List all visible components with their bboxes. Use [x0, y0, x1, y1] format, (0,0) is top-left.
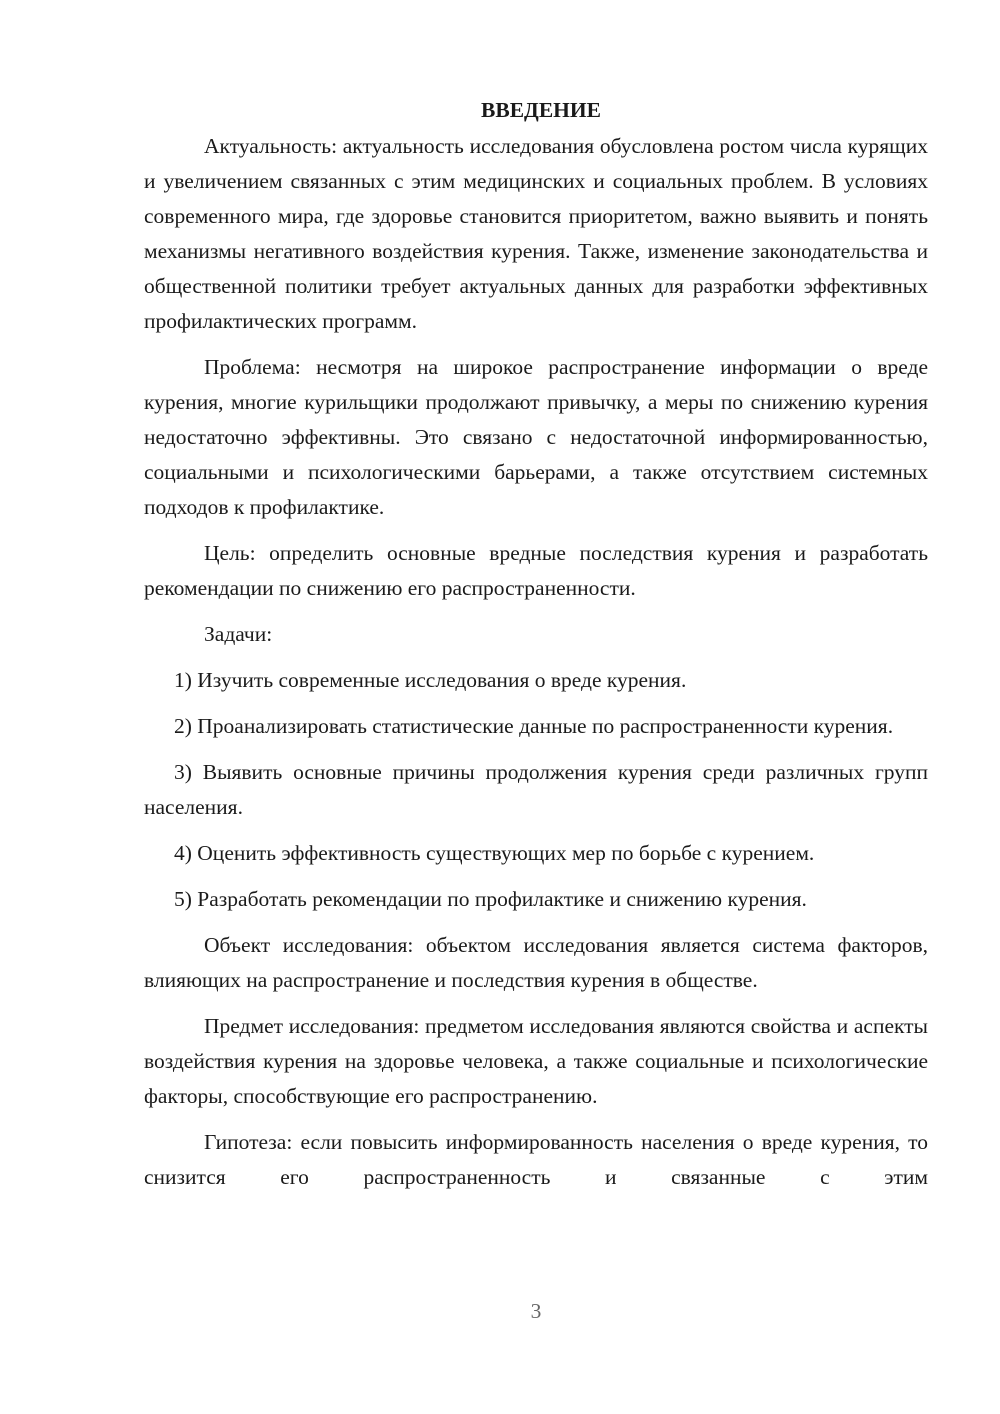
object-paragraph: Объект исследования: объектом исследования является система факторов, влияющих на распространение и последствия курения в обществе. — [144, 933, 928, 992]
document-body — [144, 93, 928, 1206]
hypothesis-paragraph: Гипотеза: если повысить информированность населения о вреде курения, то снизится его распространенность и связанные с этим — [144, 1130, 928, 1189]
task-item: 4) Оценить эффективность существующих мер по борьбе с курением. — [174, 841, 815, 865]
task-item: 1) Изучить современные исследования о вреде курения. — [174, 668, 687, 692]
task-item: 5) Разработать рекомендации по профилактике и снижению курения. — [174, 887, 807, 911]
subject-paragraph: Предмет исследования: предметом исследования являются свойства и аспекты воздействия курения на здоровье человека, а также социальные и психологические факторы, способствующие его распространению. — [144, 1014, 928, 1108]
problem-paragraph: Проблема: несмотря на широкое распространение информации о вреде курения, многие курильщики продолжают привычку, а меры по снижению курения недостаточно эффективны. Это связано с недостаточной информированностью, социальными и психологическими барьерами, а также отсутствием системных подходов к профилактике. — [144, 355, 928, 519]
tasks-heading: Задачи: — [204, 622, 273, 646]
relevance-paragraph: Актуальность: актуальность исследования обусловлена ростом числа курящих и увеличением связанных с этим медицинских и социальных проблем. В условиях современного мира, где здоровье становится приоритетом, важно выявить и понять механизмы негативного воздействия курения. Также, изменение законодательства и общественной политики требует актуальных данных для разработки эффективных профилактических программ. — [144, 134, 928, 333]
goal-paragraph: Цель: определить основные вредные последствия курения и разработать рекомендации по снижению его распространенности. — [144, 541, 928, 600]
page-number: 3 — [530, 1299, 542, 1323]
task-item: 3) Выявить основные причины продолжения курения среди различных групп населения. — [144, 760, 928, 819]
task-item: 2) Проанализировать статистические данные по распространенности курения. — [174, 714, 894, 738]
section-title: ВВЕДЕНИЕ — [481, 98, 601, 122]
